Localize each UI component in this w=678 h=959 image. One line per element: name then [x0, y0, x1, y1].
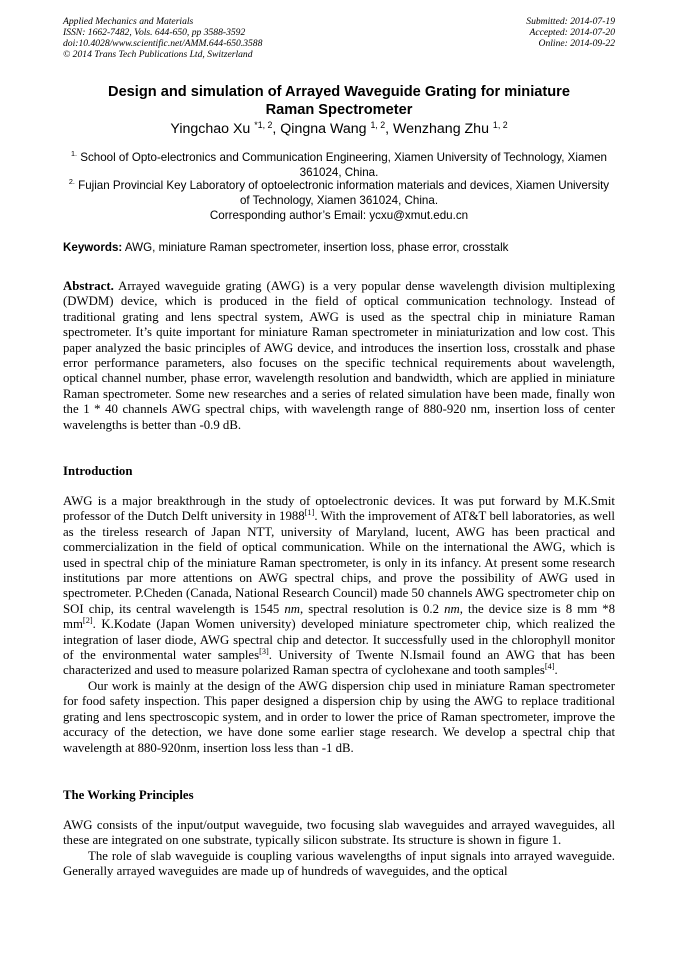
accepted-date: Accepted: 2014-07-20 — [529, 27, 615, 38]
introduction-heading: Introduction — [63, 464, 133, 478]
affiliation-1 — [63, 150, 615, 180]
title-line-2: Raman Spectrometer — [265, 102, 413, 118]
submitted-date: Submitted: 2014-07-19 — [526, 16, 615, 27]
intro-text-c: , spectral resolution is 0.2 — [300, 601, 445, 616]
abstract-label: Abstract. — [63, 279, 114, 293]
affiliation-2-text: Fujian Provincial Key Laboratory of optoelectronic information materials and devices, Xiamen University of Technology, Xiamen 361024, China. — [74, 179, 610, 207]
author-1-affil: *1, 2 — [254, 120, 273, 130]
paper-title — [63, 83, 615, 119]
keywords-label: Keywords: — [63, 241, 123, 254]
journal-header — [63, 16, 262, 60]
intro-text-e: . K.Kodate (Japan Women university) developed miniature spectrometer chip, which realized the integration of laser diode, AWG spectral chip and detector. It successfully used in the chlorophyll monitor of the environmental water samples — [63, 617, 615, 663]
working-paragraph-2: The role of slab waveguide is coupling various wavelengths of input signals into arrayed waveguide. Generally arrayed waveguides are made up of hundreds of waveguides, and the optical — [63, 848, 615, 879]
abstract — [63, 279, 615, 433]
corresponding-author: Corresponding author’s Email: ycxu@xmut.edu.cn — [209, 209, 469, 222]
author-2-affil: 1, 2 — [370, 120, 386, 130]
unit-nm: nm — [444, 601, 460, 616]
keywords — [63, 240, 615, 255]
abstract-text: Arrayed waveguide grating (AWG) is a very popular dense wavelength division multiplexing (DWDM) device, which is produced in the field of optical communication technology. Instead of traditional grating and lens spectral system, AWG is used as the spectral chip in miniature Raman spectrometer. It’s quite important for miniature Raman spectrometer in miniaturization and low cost. This paper analyzed the basic principles of AWG device, and introduces the insertion loss, crosstalk and phase error performance parameters, also focuses on the specific technical requirements about wavelength, optical channel number, phase error, wavelength resolution and bandwidth, which are applied in miniature Raman spectrometer. Some new researches and a series of related simulation have been made, finally won the 1 * 40 channels AWG spectral chips, with wavelength range of 880-920 nm, insertion loss of center wavelengths is better than -0.9 dB. — [63, 279, 615, 432]
citation-1: [1] — [304, 508, 315, 518]
issn-line: ISSN: 1662-7482, Vols. 644-650, pp 3588-3592 — [63, 27, 246, 38]
dates-header — [526, 16, 615, 49]
unit-nm: nm — [284, 601, 301, 616]
working-principles-section — [63, 818, 615, 880]
journal-name: Applied Mechanics and Materials — [63, 16, 194, 27]
author-3: , Wenzhang Zhu — [385, 121, 493, 137]
affiliation-1-text: School of Opto-electronics and Communication Engineering, Xiamen University of Technology, Xiamen 361024, China. — [77, 151, 607, 179]
affiliation-2-mark: 2. — [68, 177, 75, 186]
keywords-text: AWG, miniature Raman spectrometer, insertion loss, phase error, crosstalk — [122, 241, 509, 254]
introduction-section — [63, 494, 615, 756]
affiliation-1-mark: 1. — [71, 149, 78, 158]
title-line-1: Design and simulation of Arrayed Waveguide Grating for miniature — [108, 84, 570, 100]
intro-text-d: , the device size is 8 mm *8 mm — [63, 601, 616, 632]
intro-text-a: AWG is a major breakthrough in the study of optoelectronic devices. It was put forward by M.K.Smit professor of the Dutch Delft university in 1988 — [63, 494, 615, 524]
citation-3: [3] — [259, 647, 269, 657]
introduction-paragraph-2: Our work is mainly at the design of the AWG dispersion chip used in miniature Raman spectrometer for food safety inspection. This paper designed a dispersion chip by using the AWG to replace traditional grating and lens spectroscopic system, and in order to lower the price of Raman spectrometer, improve the accuracy of the detection, we have done some earlier stage research. We develop a spectral chip that wavelength at 880-920nm, insertion loss less than -1 dB. — [63, 678, 615, 755]
intro-text-f: . University of Twente N.Ismail found an AWG that has been characterized and used to measure polarized Raman spectra of cyclohexane and tooth samples — [63, 648, 615, 678]
author-3-affil: 1, 2 — [492, 120, 508, 130]
intro-text-g: . — [554, 663, 558, 678]
citation-2: [2] — [82, 616, 93, 626]
author-1: Yingchao Xu — [170, 121, 255, 137]
online-date: Online: 2014-09-22 — [538, 38, 615, 49]
author-2: , Qingna Wang — [272, 121, 371, 137]
author-list — [63, 120, 615, 138]
working-paragraph-1: AWG consists of the input/output waveguide, two focusing slab waveguides and arrayed waveguides, all these are integrated on one substrate, typically silicon substrate. Its structure is shown in figure 1. — [63, 818, 615, 848]
affiliation-2 — [63, 178, 615, 208]
introduction-paragraph-1 — [63, 494, 615, 679]
working-principles-heading: The Working Principles — [63, 788, 194, 802]
intro-text-b: . With the improvement of AT&T bell laboratories, as well as the tireless research of Japan NTT, university of Maryland, lucent, AWG has been practical and commercialization in the field of optical communication. While on the international the AWG, which is used in spectral chip of the miniature Raman spectrometer, is only in its infancy. At present some research institutions par more attentions on AWG spectral chips, and prove the possibility of AWG used in spectrometer. P.Cheden (Canada, National Research Council) made 50 channels AWG spectrometer chip on SOI chip, its central wavelength is 1545 — [63, 509, 615, 616]
copyright-line: © 2014 Trans Tech Publications Ltd, Switzerland — [63, 49, 253, 60]
citation-4: [4] — [544, 662, 555, 672]
doi-line: doi:10.4028/www.scientific.net/AMM.644-650.3588 — [63, 38, 263, 49]
